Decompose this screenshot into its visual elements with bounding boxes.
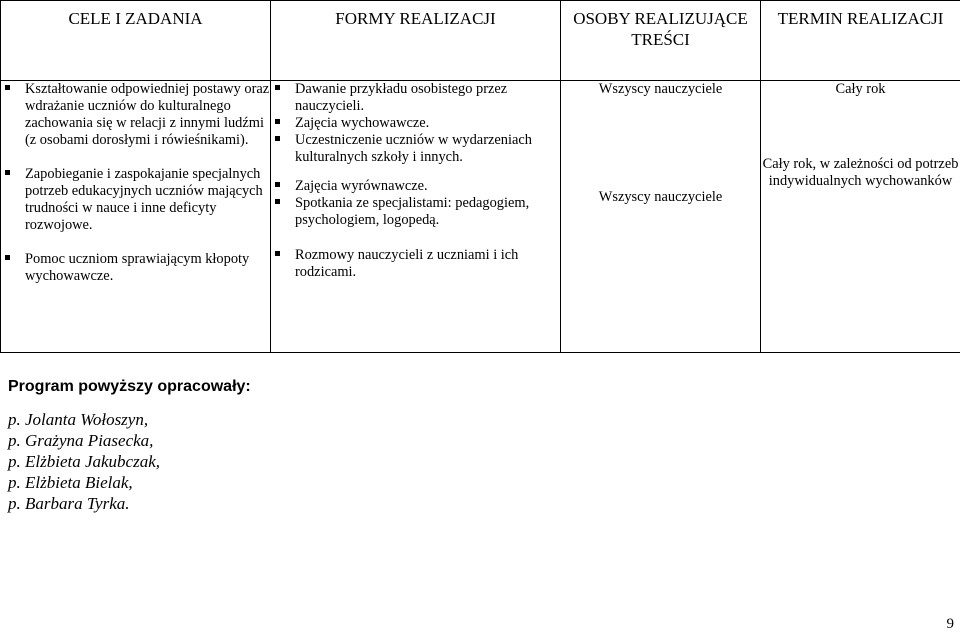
list-item	[1, 81, 270, 149]
term-text: Cały rok	[835, 81, 886, 97]
persons-cell	[561, 81, 761, 353]
list-item	[1, 166, 270, 234]
form-text: Zajęcia wyrównawcze.	[295, 178, 428, 194]
goal-text: Pomoc uczniom sprawiającym kłopoty wychowawcze.	[25, 251, 250, 284]
bullet-icon	[275, 119, 280, 124]
form-text: Spotkania ze specjalistami: pedagogiem, psychologiem, logopedą.	[295, 195, 530, 228]
table-header-row	[1, 1, 960, 81]
bullet-icon	[5, 85, 10, 90]
term-cell	[761, 81, 960, 353]
list-item	[271, 115, 560, 132]
form-text: Zajęcia wychowawcze.	[295, 115, 430, 131]
author-name: p. Barbara Tyrka.	[8, 494, 130, 513]
bullet-icon	[5, 255, 10, 260]
list-item	[271, 195, 560, 229]
form-text: Rozmowy nauczycieli z uczniami i ich rodzicami.	[295, 247, 519, 280]
header-goals: CELE I ZADANIA	[1, 1, 271, 81]
author-name: p. Elżbieta Jakubczak,	[8, 452, 161, 471]
goal-text: Zapobieganie i zaspokajanie specjalnych potrzeb edukacyjnych uczniów mających trudności w nauce i inne deficyty rozwojowe.	[25, 166, 263, 233]
person-text: Wszyscy nauczyciele	[598, 81, 723, 97]
bullet-icon	[275, 251, 280, 256]
page-number: 9	[946, 616, 954, 632]
goals-cell	[1, 81, 271, 353]
goal-text: Kształtowanie odpowiedniej postawy oraz wdrażanie uczniów do kulturalnego zachowania się w relacji z innymi ludźmi (z osobami dorosłymi i rówieśnikami).	[25, 81, 270, 148]
term-text: Cały rok, w zależności od potrzeb indywidualnych wychowanków	[762, 156, 959, 189]
list-item	[271, 132, 560, 166]
authors-section	[8, 378, 251, 514]
person-text: Wszyscy nauczyciele	[598, 189, 723, 205]
bullet-icon	[275, 182, 280, 187]
forms-cell	[271, 81, 561, 353]
author-name: p. Jolanta Wołoszyn,	[8, 410, 149, 429]
goals-list	[1, 81, 270, 285]
list-item	[1, 251, 270, 285]
bullet-icon	[275, 136, 280, 141]
header-persons: OSOBY REALIZUJĄCE TREŚCI	[561, 1, 761, 81]
authors-heading: Program powyższy opracowały:	[8, 378, 251, 395]
form-text: Dawanie przykładu osobistego przez nauczycieli.	[295, 81, 508, 114]
authors-list	[8, 409, 251, 514]
forms-group	[271, 247, 560, 281]
header-term: TERMIN REALIZACJI	[761, 1, 960, 81]
list-item	[271, 81, 560, 115]
bullet-icon	[5, 170, 10, 175]
form-text: Uczestniczenie uczniów w wydarzeniach kulturalnych szkoły i innych.	[295, 132, 532, 165]
list-item	[271, 178, 560, 195]
author-name: p. Grażyna Piasecka,	[8, 431, 154, 450]
author-name: p. Elżbieta Bielak,	[8, 473, 133, 492]
bullet-icon	[275, 199, 280, 204]
forms-group	[271, 178, 560, 229]
list-item	[271, 247, 560, 281]
table-row	[1, 81, 960, 353]
forms-group	[271, 81, 560, 166]
header-forms: FORMY REALIZACJI	[271, 1, 561, 81]
bullet-icon	[275, 85, 280, 90]
